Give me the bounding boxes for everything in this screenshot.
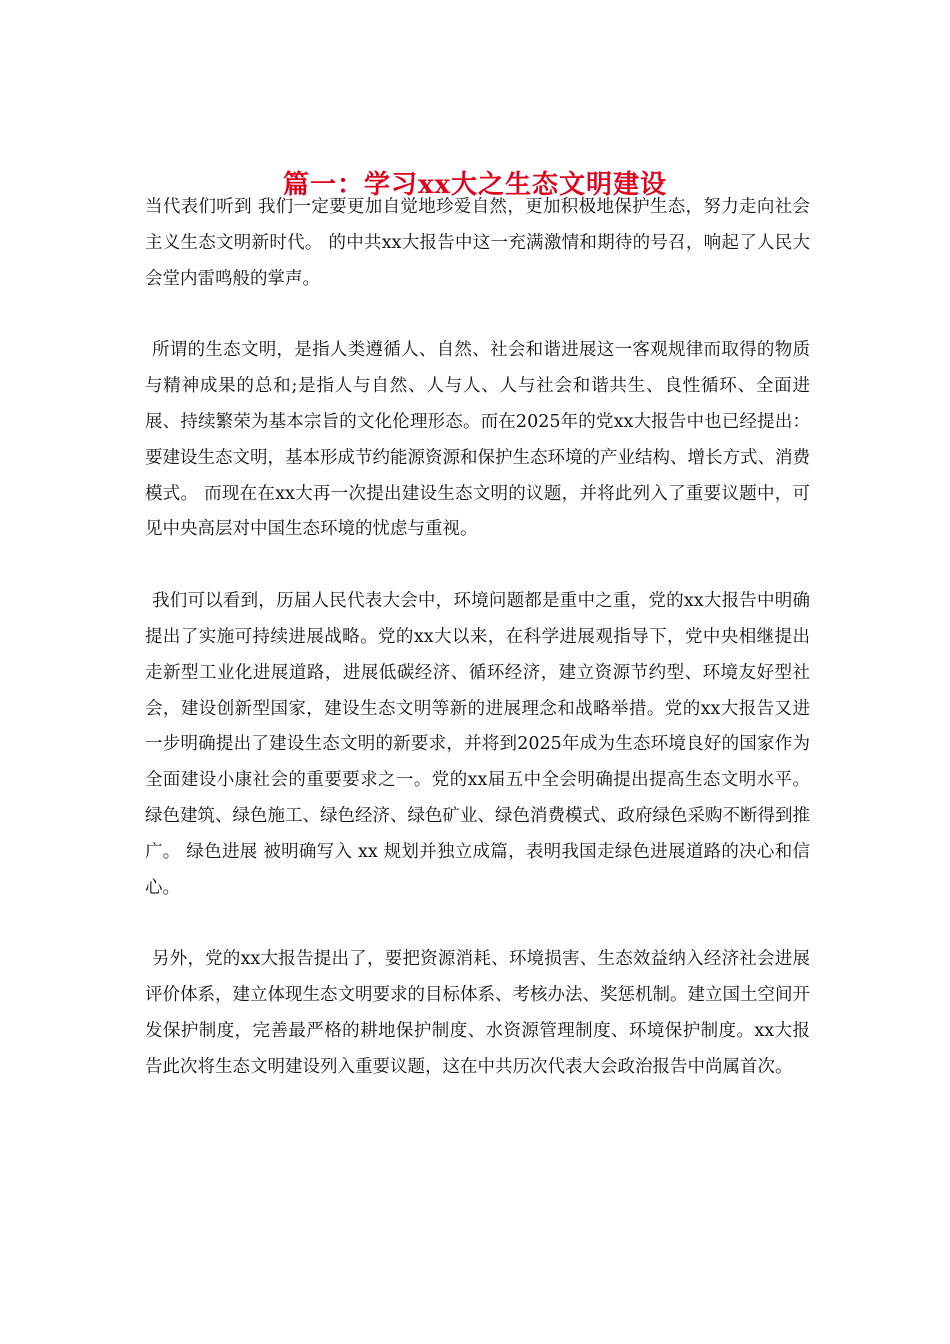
paragraph-2: 所谓的生态文明，是指人类遵循人、自然、社会和谐进展这一客观规律而取得的物质与精神成果的总和;是指人与自然、人与人、人与社会和谐共生、良性循环、全面进展、持续繁荣为基本宗旨的文化伦理形态。而在2025年的党xx大报告中也已经提出： 要建设生态文明，基本形成节约能源资源和保护生态环境的产业结构、增长方式、消费模式。 而现在在xx大再一次提出建设生态文明的议题，并将此列入了重要议题中，可见中央高层对中国生态环境的忧虑与重视。 xyxy=(145,340,810,540)
paragraph-3: 我们可以看到，历届人民代表大会中，环境问题都是重中之重，党的xx大报告中明确提出了实施可持续进展战略。党的xx大以来，在科学进展观指导下，党中央相继提出走新型工业化进展道路，进展低碳经济、循环经济，建立资源节约型、环境友好型社会，建设创新型国家，建设生态文明等新的进展理念和战略举措。党的xx大报告又进一步明确提出了建设生态文明的新要求，并将到2025年成为生态环境良好的国家作为全面建设小康社会的重要要求之一。党的xx届五中全会明确提出提高生态文明水平。绿色建筑、绿色施工、绿色经济、绿色矿业、绿色消费模式、政府绿色采购不断得到推广。 绿色进展 被明确写入 xx 规划并独立成篇，表明我国走绿色进展道路的决心和信心。 xyxy=(145,591,810,898)
document-body xyxy=(145,190,810,1086)
document-title: 篇一：学习xx大之生态文明建设 xyxy=(282,170,667,201)
paragraph-4: 另外，党的xx大报告提出了，要把资源消耗、环境损害、生态效益纳入经济社会进展评价体系，建立体现生态文明要求的目标体系、考核办法、奖惩机制。建立国土空间开发保护制度，完善最严格的耕地保护制度、水资源管理制度、环境保护制度。xx大报告此次将生态文明建设列入重要议题，这在中共历次代表大会政治报告中尚属首次。 xyxy=(145,949,810,1077)
paragraph-1: 当代表们听到 我们一定要更加自觉地珍爱自然，更加积极地保护生态，努力走向社会主义生态文明新时代。 的中共xx大报告中这一充满激情和期待的号召，响起了人民大会堂内雷鸣般的掌声。 xyxy=(145,197,810,289)
